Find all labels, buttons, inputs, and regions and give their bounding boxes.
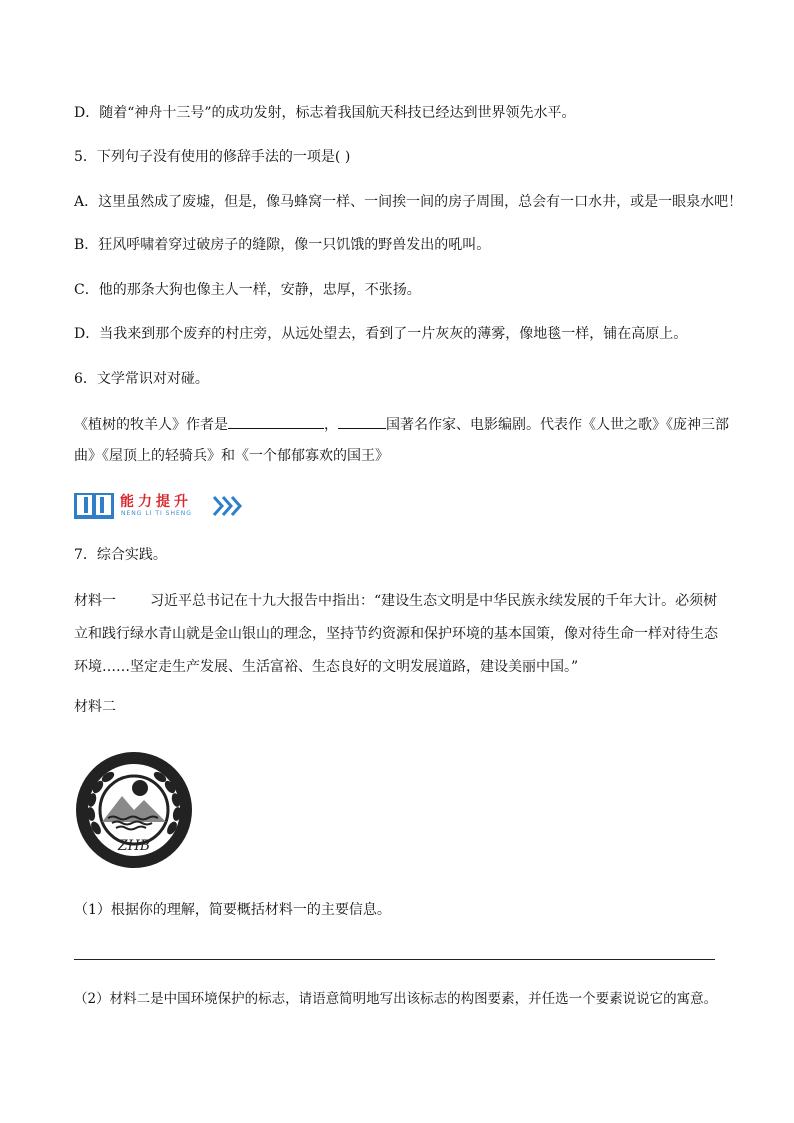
q7-sub2: （2）材料二是中国环境保护的标志，请语意简明地写出该标志的构图要素，并任选一个要素说说它的寓意。 <box>74 991 718 1007</box>
q6-blank-author[interactable] <box>228 414 324 429</box>
q6-text-3: 国著名作家、电影编剧。代表作《人世之歌》《庞神三部 <box>386 417 729 433</box>
q5-stem: 5．下列句子没有使用的修辞手法的一项是( ) <box>74 149 351 165</box>
q6-line2: 曲》《屋顶上的轻骑兵》和《一个郁郁寡欢的国王》 <box>74 448 389 464</box>
q6-text-2: ， <box>324 417 338 433</box>
answer-line[interactable] <box>74 959 715 960</box>
q5-option-d: D．当我来到那个废弃的村庄旁，从远处望去，看到了一片灰灰的薄雾，像地毯一样，铺在高原上。 <box>74 326 688 342</box>
banner-title: 能力提升 <box>120 494 192 510</box>
q6-stem: 6．文学常识对对碰。 <box>74 371 209 387</box>
open-book-icon <box>74 491 114 521</box>
banner-subtitle: NENG LI TI SHENG <box>121 510 192 517</box>
q6-blank-country[interactable] <box>338 414 386 429</box>
section-banner <box>74 491 244 521</box>
material2-label: 材料二 <box>74 699 116 715</box>
environment-protection-logo <box>74 750 194 870</box>
material1-label: 材料一 <box>74 593 116 609</box>
q6-line1 <box>74 414 729 435</box>
material1-text: 习近平总书记在十九大报告中指出：“建设生态文明是中华民族永续发展的千年大计。必须树立和践行绿水青山就是金山银山的理念，坚持节约资源和保护环境的基本国策，像对待生命一样对待生态环境……坚定走生产发展、生活富裕、生态良好的文明发展道路，建设美丽中国。” <box>74 593 718 675</box>
chevron-right-icon <box>212 495 242 517</box>
q7-sub1: （1）根据你的理解，简要概括材料一的主要信息。 <box>74 902 391 918</box>
q5-option-b: B．狂风呼啸着穿过破房子的缝隙，像一只饥饿的野兽发出的吼叫。 <box>74 237 491 253</box>
q5-option-c: C．他的那条大狗也像主人一样，安静，忠厚，不张扬。 <box>74 282 421 298</box>
q4-option-d: D．随着“神舟十三号”的成功发射，标志着我国航天科技已经达到世界领先水平。 <box>74 105 576 121</box>
q7-stem: 7．综合实践。 <box>74 547 167 563</box>
q7-material1 <box>74 585 724 684</box>
q6-text-1: 《植树的牧羊人》作者是 <box>74 417 228 433</box>
logo-text: ZHB <box>117 838 151 854</box>
q5-option-a: A．这里虽然成了废墟，但是，像马蜂窝一样、一间挨一间的房子周围，总会有一口水井，或是一眼泉水吧！ <box>74 194 743 210</box>
